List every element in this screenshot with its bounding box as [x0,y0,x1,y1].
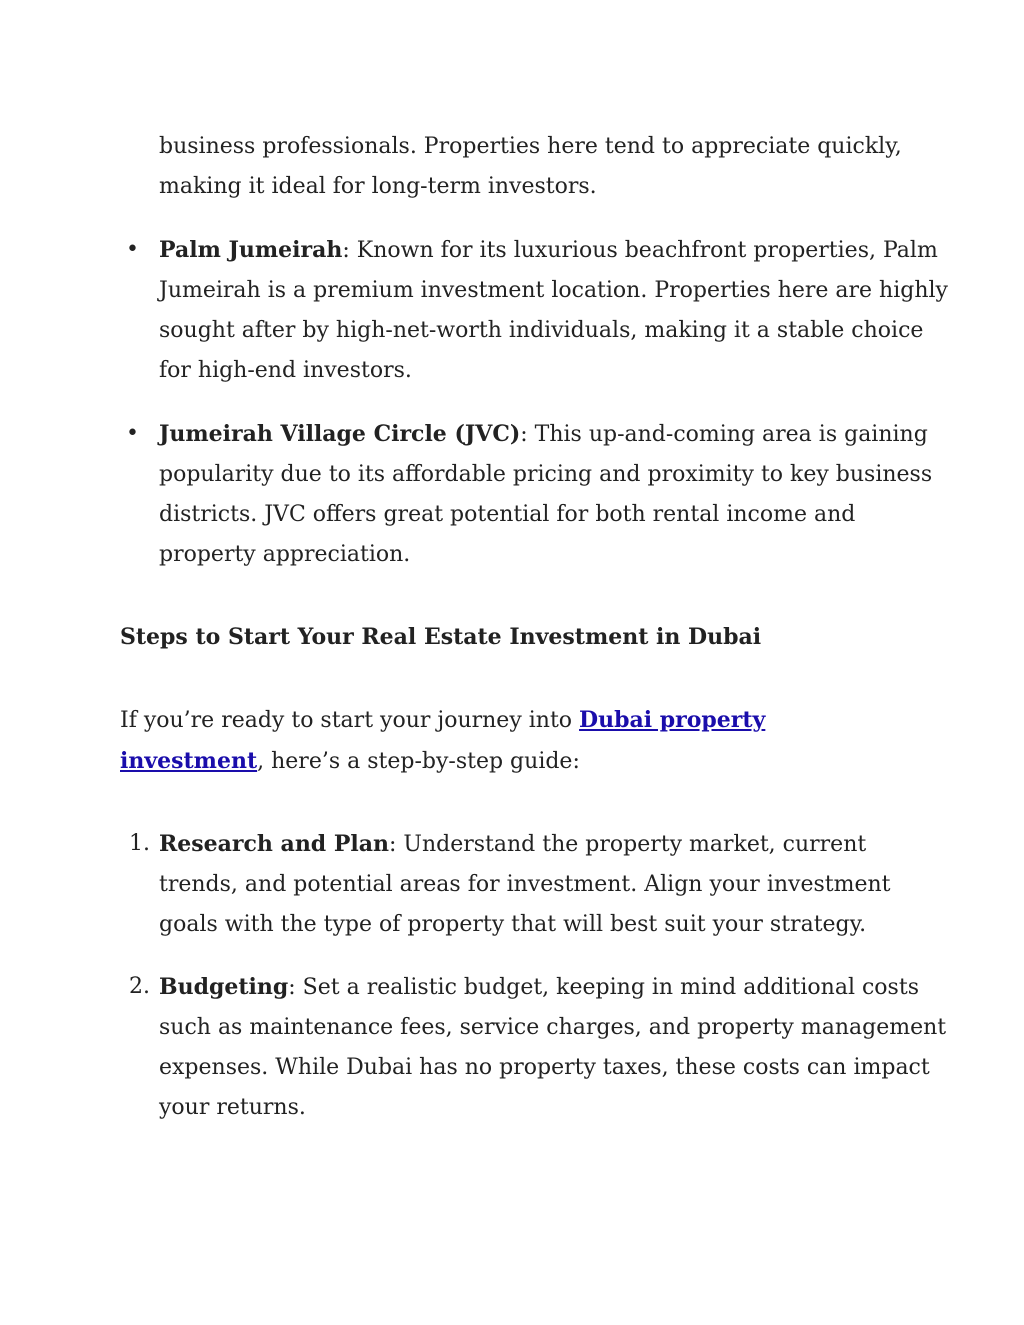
bullet-marker: • [126,237,139,262]
continuation-paragraph: business professionals. Properties here tend to appreciate quickly, making it ideal for long-term investors. [159,134,902,199]
intro-text-before: If you’re ready to start your journey into [120,708,580,733]
item-text: : This up-and-coming area is gaining popularity due to its affordable pricing and proximity to key business districts. JVC offers great potential for both rental income and property appreciation. [159,422,933,567]
intro-text-after: , here’s a step-by-step guide: [257,749,580,774]
number-marker: 1. [129,831,150,856]
item-title: Research and Plan [159,831,390,857]
list-item-jvc [159,414,949,575]
dubai-property-investment-link[interactable]: Dubai property investment [120,707,766,774]
item-text: : Set a realistic budget, keeping in mind additional costs such as maintenance fees, service charges, and property management expenses. While Dubai has no property taxes, these costs can impact your returns. [159,975,947,1120]
item-title: Jumeirah Village Circle (JVC) [159,421,521,447]
list-item-palm-jumeirah [159,230,949,391]
bullet-marker: • [126,421,139,446]
list-item-research-and-plan [159,824,949,945]
number-marker: 2. [129,974,150,999]
intro-paragraph [120,700,910,782]
item-title: Palm Jumeirah [159,237,343,263]
section-heading: Steps to Start Your Real Estate Investment in Dubai [120,624,762,650]
item-title: Budgeting [159,974,289,1000]
item-text: : Known for its luxurious beachfront properties, Palm Jumeirah is a premium investment location. Properties here are highly sought after by high-net-worth individuals, making it a stable choice for high-end investors. [159,238,948,383]
item-text: : Understand the property market, current trends, and potential areas for investment. Align your investment goals with the type of property that will best suit your strategy. [159,832,891,937]
list-item-budgeting [159,967,949,1128]
